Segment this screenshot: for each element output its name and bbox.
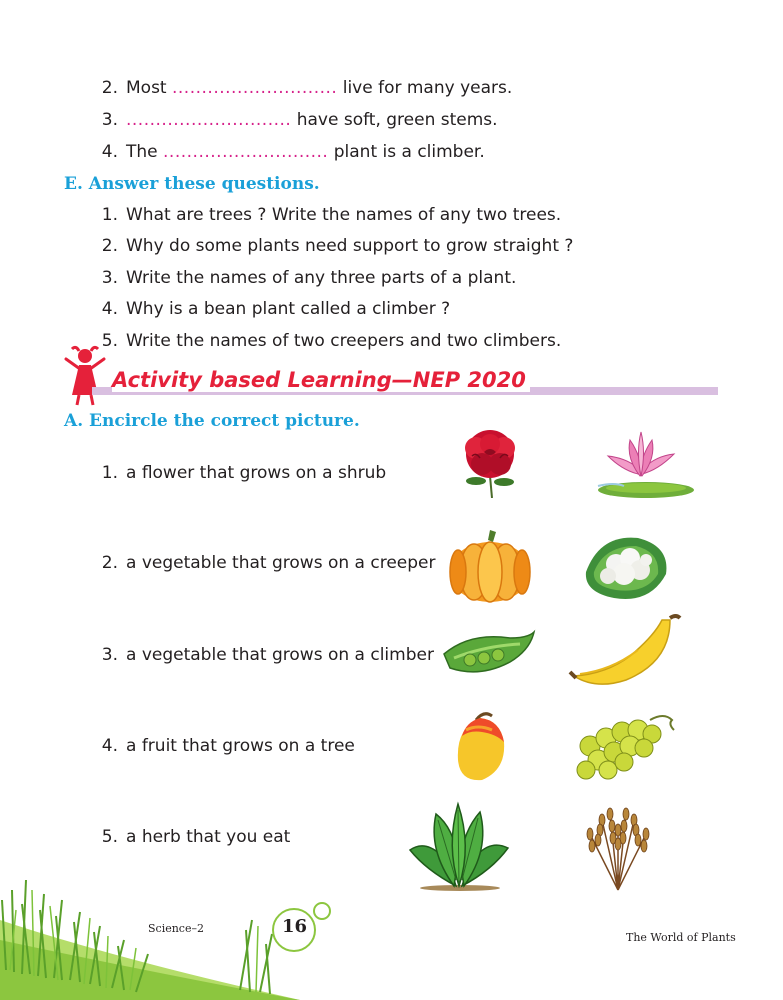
question-number: 3. — [101, 110, 118, 130]
section-e-heading: E. Answer these questions. — [64, 174, 320, 194]
footer-book-name: Science–2 — [148, 922, 204, 935]
question-e-1 — [92, 204, 592, 226]
pumpkin-icon[interactable] — [448, 526, 532, 604]
item-number: 3. — [101, 645, 118, 665]
item-text: a fruit that grows on a tree — [126, 736, 355, 756]
activity-item-2 — [92, 552, 436, 574]
question-e-5 — [92, 330, 592, 352]
question-text-before: Most — [126, 78, 172, 98]
item-number: 4. — [101, 736, 118, 756]
question-text: Why do some plants need support to grow straight ? — [126, 236, 574, 256]
blank-question-2 — [92, 77, 513, 99]
activity-item-3 — [92, 644, 434, 666]
peapod-icon[interactable] — [440, 628, 536, 680]
answer-blank[interactable]: ............................ — [163, 142, 329, 162]
cauliflower-icon[interactable] — [580, 528, 672, 606]
wheat-icon[interactable] — [578, 800, 658, 892]
item-number: 1. — [101, 463, 118, 483]
question-text-before: The — [126, 142, 164, 162]
rose-icon[interactable] — [446, 426, 534, 498]
question-number: 3. — [101, 268, 118, 288]
item-text: a vegetable that grows on a creeper — [126, 553, 436, 573]
banana-icon[interactable] — [566, 612, 684, 690]
answer-blank[interactable]: ............................ — [126, 110, 292, 130]
lotus-icon[interactable] — [584, 428, 698, 500]
grapes-icon[interactable] — [572, 710, 688, 784]
item-text: a vegetable that grows on a climber — [126, 645, 434, 665]
blank-question-4 — [92, 141, 492, 163]
question-e-4 — [92, 298, 592, 320]
question-number: 5. — [101, 331, 118, 351]
item-number: 2. — [101, 553, 118, 573]
item-number: 5. — [101, 827, 118, 847]
spinach-icon[interactable] — [406, 800, 512, 892]
girl-mascot-icon — [62, 345, 108, 407]
activity-item-1 — [92, 462, 412, 484]
question-text: Why is a bean plant called a climber ? — [126, 299, 451, 319]
activity-item-4 — [92, 735, 412, 757]
page-number: 16 — [281, 916, 308, 937]
activity-item-5 — [92, 826, 412, 848]
item-text: a flower that grows on a shrub — [126, 463, 387, 483]
question-text: Write the names of any three parts of a plant. — [126, 268, 517, 288]
question-text: Write the names of two creepers and two climbers. — [126, 331, 562, 351]
question-text-after: plant is a climber. — [328, 142, 485, 162]
section-a-heading: A. Encircle the correct picture. — [64, 411, 360, 431]
question-number: 2. — [101, 236, 118, 256]
question-e-3 — [92, 267, 592, 289]
question-text-after: live for many years. — [337, 78, 513, 98]
question-number: 1. — [101, 205, 118, 225]
footer-chapter-title: The World of Plants — [626, 931, 736, 944]
activity-title: Activity based Learning—NEP 2020 — [112, 368, 530, 392]
blank-question-3 — [92, 109, 498, 131]
item-text: a herb that you eat — [126, 827, 291, 847]
mango-icon[interactable] — [452, 708, 512, 784]
question-number: 4. — [101, 299, 118, 319]
question-text: What are trees ? Write the names of any two trees. — [126, 205, 562, 225]
question-number: 2. — [101, 78, 118, 98]
answer-blank[interactable]: ............................ — [172, 78, 338, 98]
question-e-2 — [92, 235, 592, 257]
question-text-after: have soft, green stems. — [291, 110, 498, 130]
question-number: 4. — [101, 142, 118, 162]
